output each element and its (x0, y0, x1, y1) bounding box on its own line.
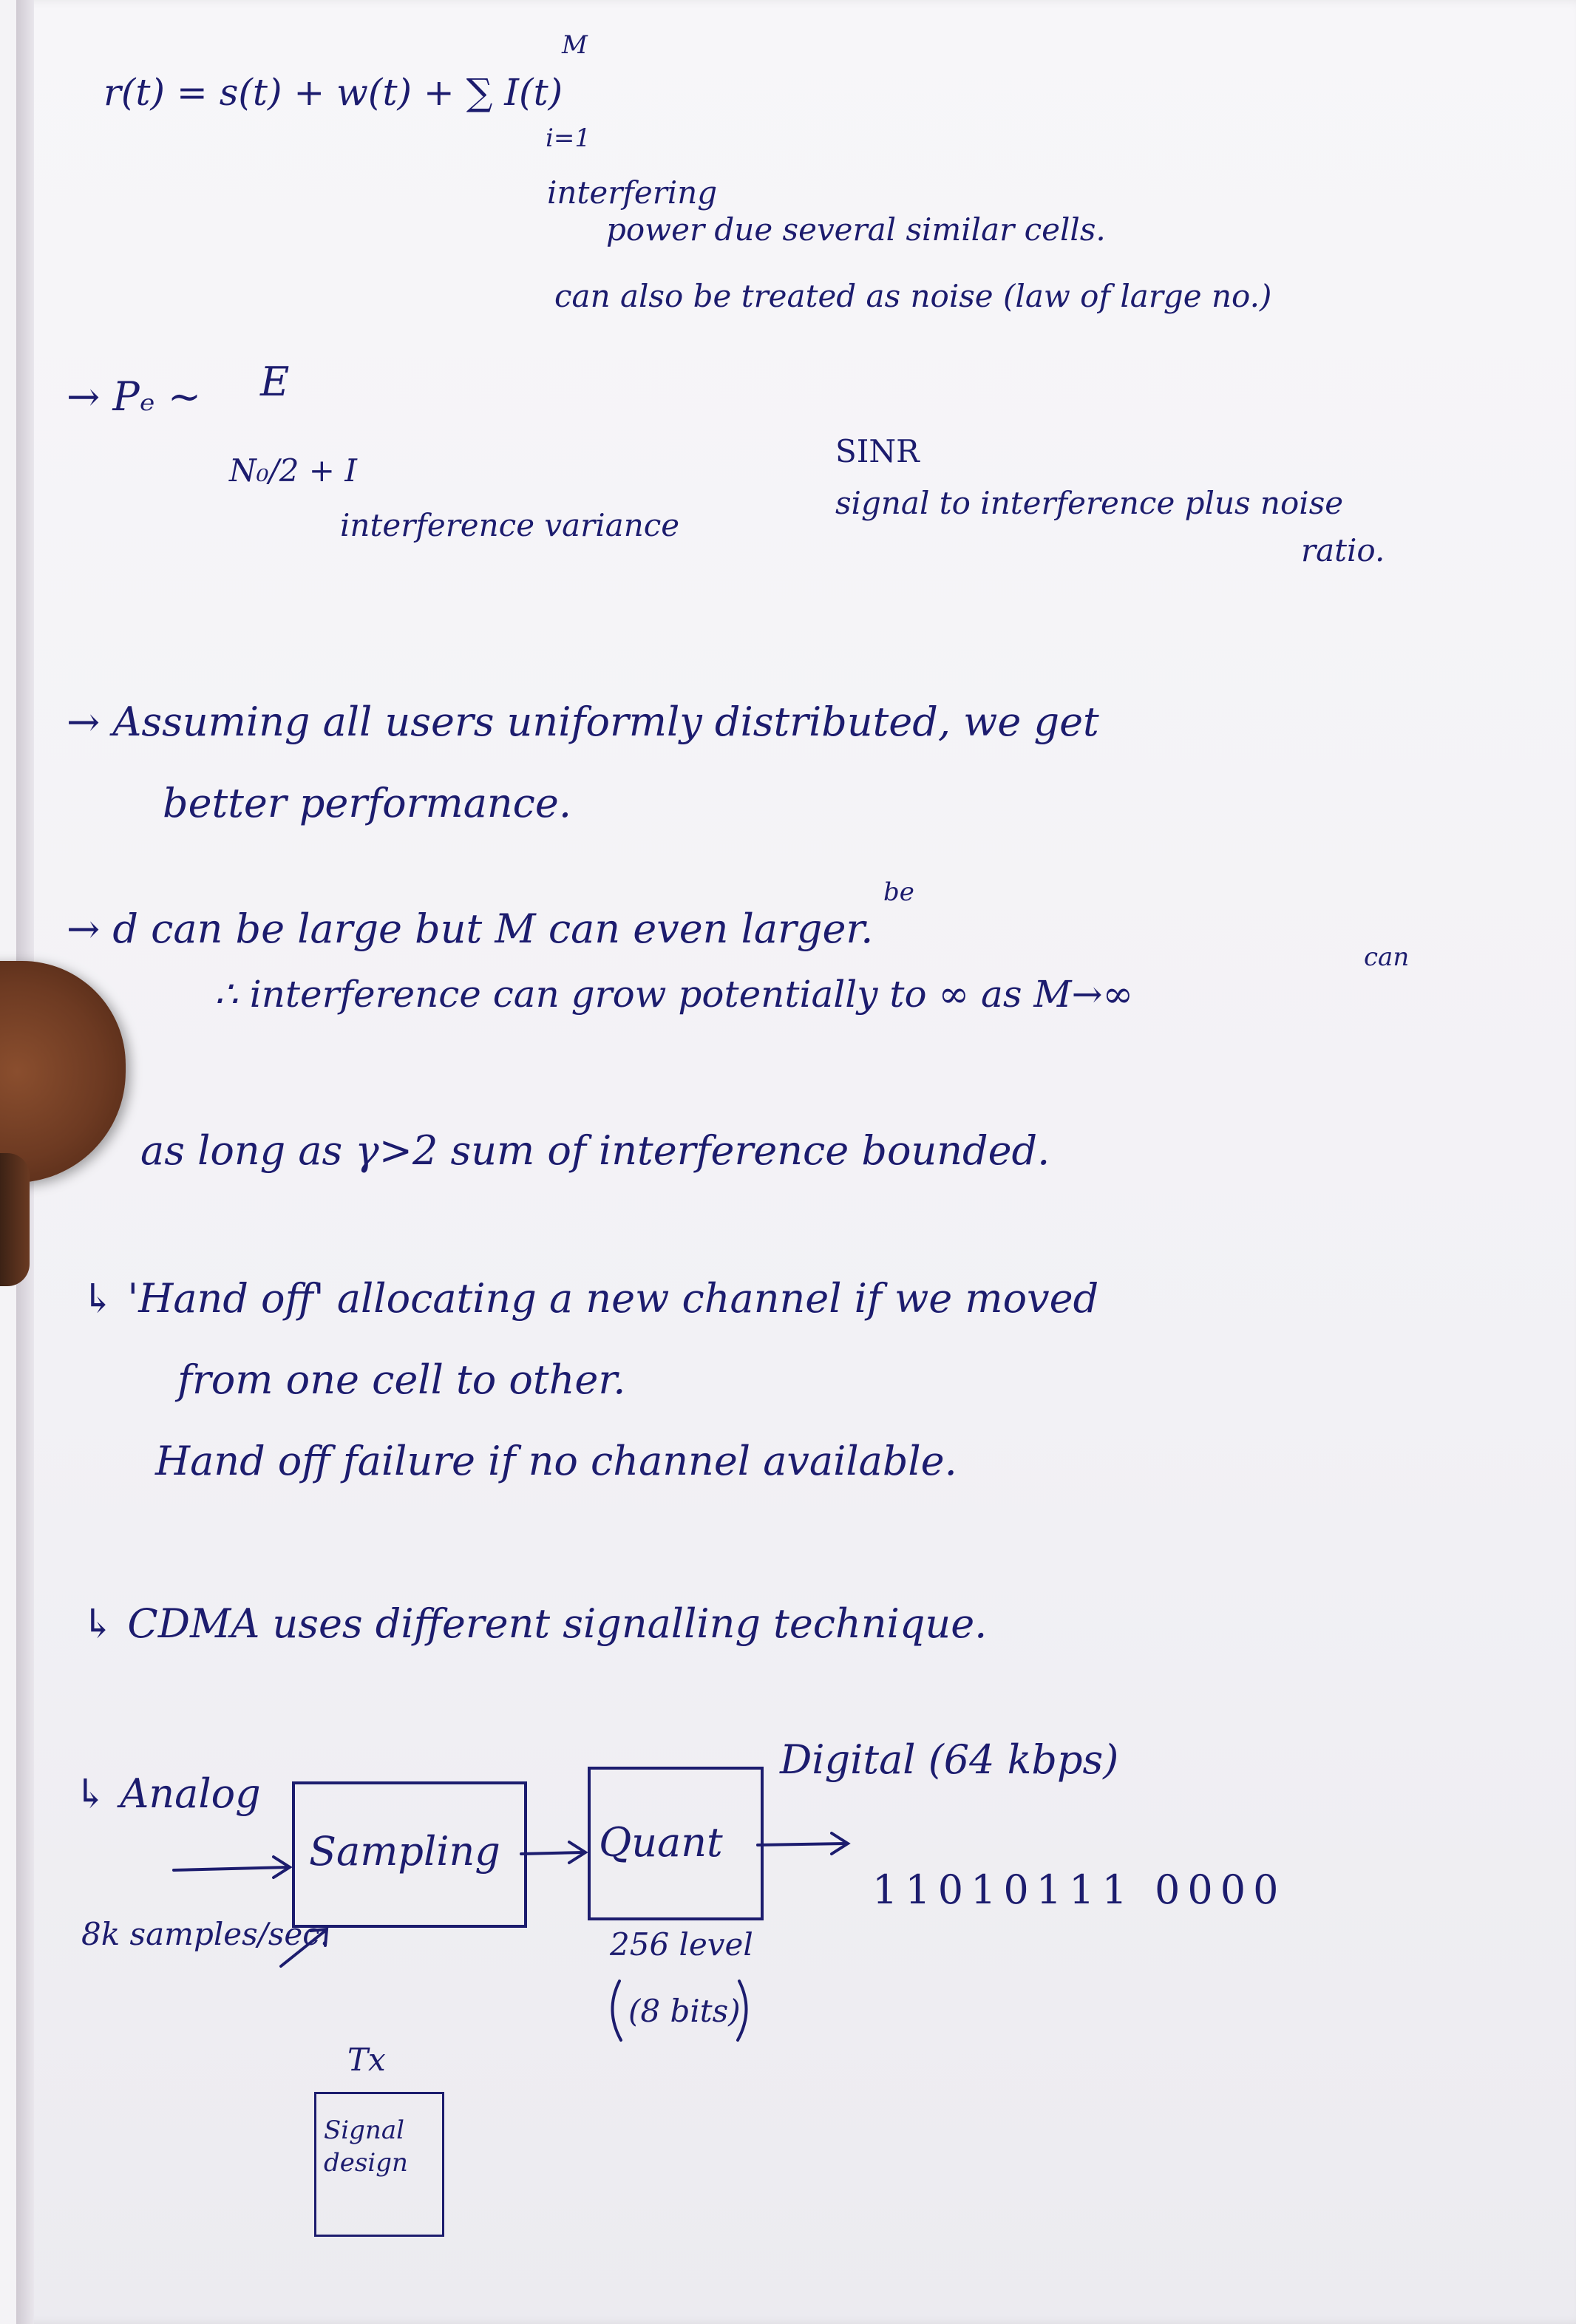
levels-label: 256 level (610, 1926, 753, 1963)
samples-rate-label: 8k samples/sec. (81, 1916, 330, 1952)
bits-count-label: (8 bits) (628, 1993, 741, 2029)
sinr-title: SINR (835, 433, 920, 469)
digital-label: Digital (64 kbps) (780, 1736, 1119, 1783)
bit-stream: 11010111 0000 (872, 1866, 1286, 1913)
sinr-definition-ratio: ratio. (1301, 532, 1385, 568)
analog-arrow (174, 1867, 288, 1870)
bits-bracket-left (612, 1981, 621, 2040)
signal-design-label: Signal design (324, 2116, 408, 2178)
handoff-failure: Hand off failure if no channel available. (155, 1438, 957, 1484)
interfering-label: interfering (547, 174, 718, 211)
pe-denominator: N₀/2 + I (229, 452, 357, 489)
power-due-note: power due several similar cells. (606, 211, 1106, 248)
sampling-quant-arrow (521, 1852, 584, 1854)
assuming-line-1: → Assuming all users uniformly distributed, we get (67, 699, 1099, 745)
sum-lower-limit: i=1 (546, 123, 591, 153)
assuming-line-2: better performance. (163, 780, 572, 826)
interference-variance-note: interference variance (340, 507, 680, 543)
handoff-line-2: from one cell to other. (177, 1356, 626, 1403)
pe-approx: → Pₑ ∼ (67, 373, 202, 420)
analog-label: ↳ Analog (74, 1770, 261, 1817)
tx-label: Tx (347, 2042, 386, 2078)
signal-equation: r(t) = s(t) + w(t) + ∑ I(t) (103, 71, 563, 114)
cdma-line: ↳ CDMA uses different signalling technique. (81, 1600, 988, 1647)
inserted-be: be (883, 877, 914, 907)
pe-numerator: E (260, 359, 290, 405)
sum-upper-limit: M (562, 30, 588, 60)
handoff-line-1: ↳ 'Hand off' allocating a new channel if we moved (81, 1275, 1099, 1322)
d-large-line: → d can be large but M can even larger. (67, 906, 874, 952)
sampling-label: Sampling (309, 1828, 500, 1875)
quant-label: Quant (599, 1819, 723, 1866)
noise-note: can also be treated as noise (law of large no.) (554, 278, 1272, 314)
interference-grow-line: ∴ interference can grow potentially to ∞ as M→∞ (214, 973, 1134, 1016)
gamma-condition: as long as γ>2 sum of interference bounded. (140, 1127, 1050, 1174)
inserted-can: can (1364, 942, 1410, 972)
sinr-definition: signal to interference plus noise (835, 485, 1344, 521)
quant-output-arrow (758, 1844, 846, 1845)
